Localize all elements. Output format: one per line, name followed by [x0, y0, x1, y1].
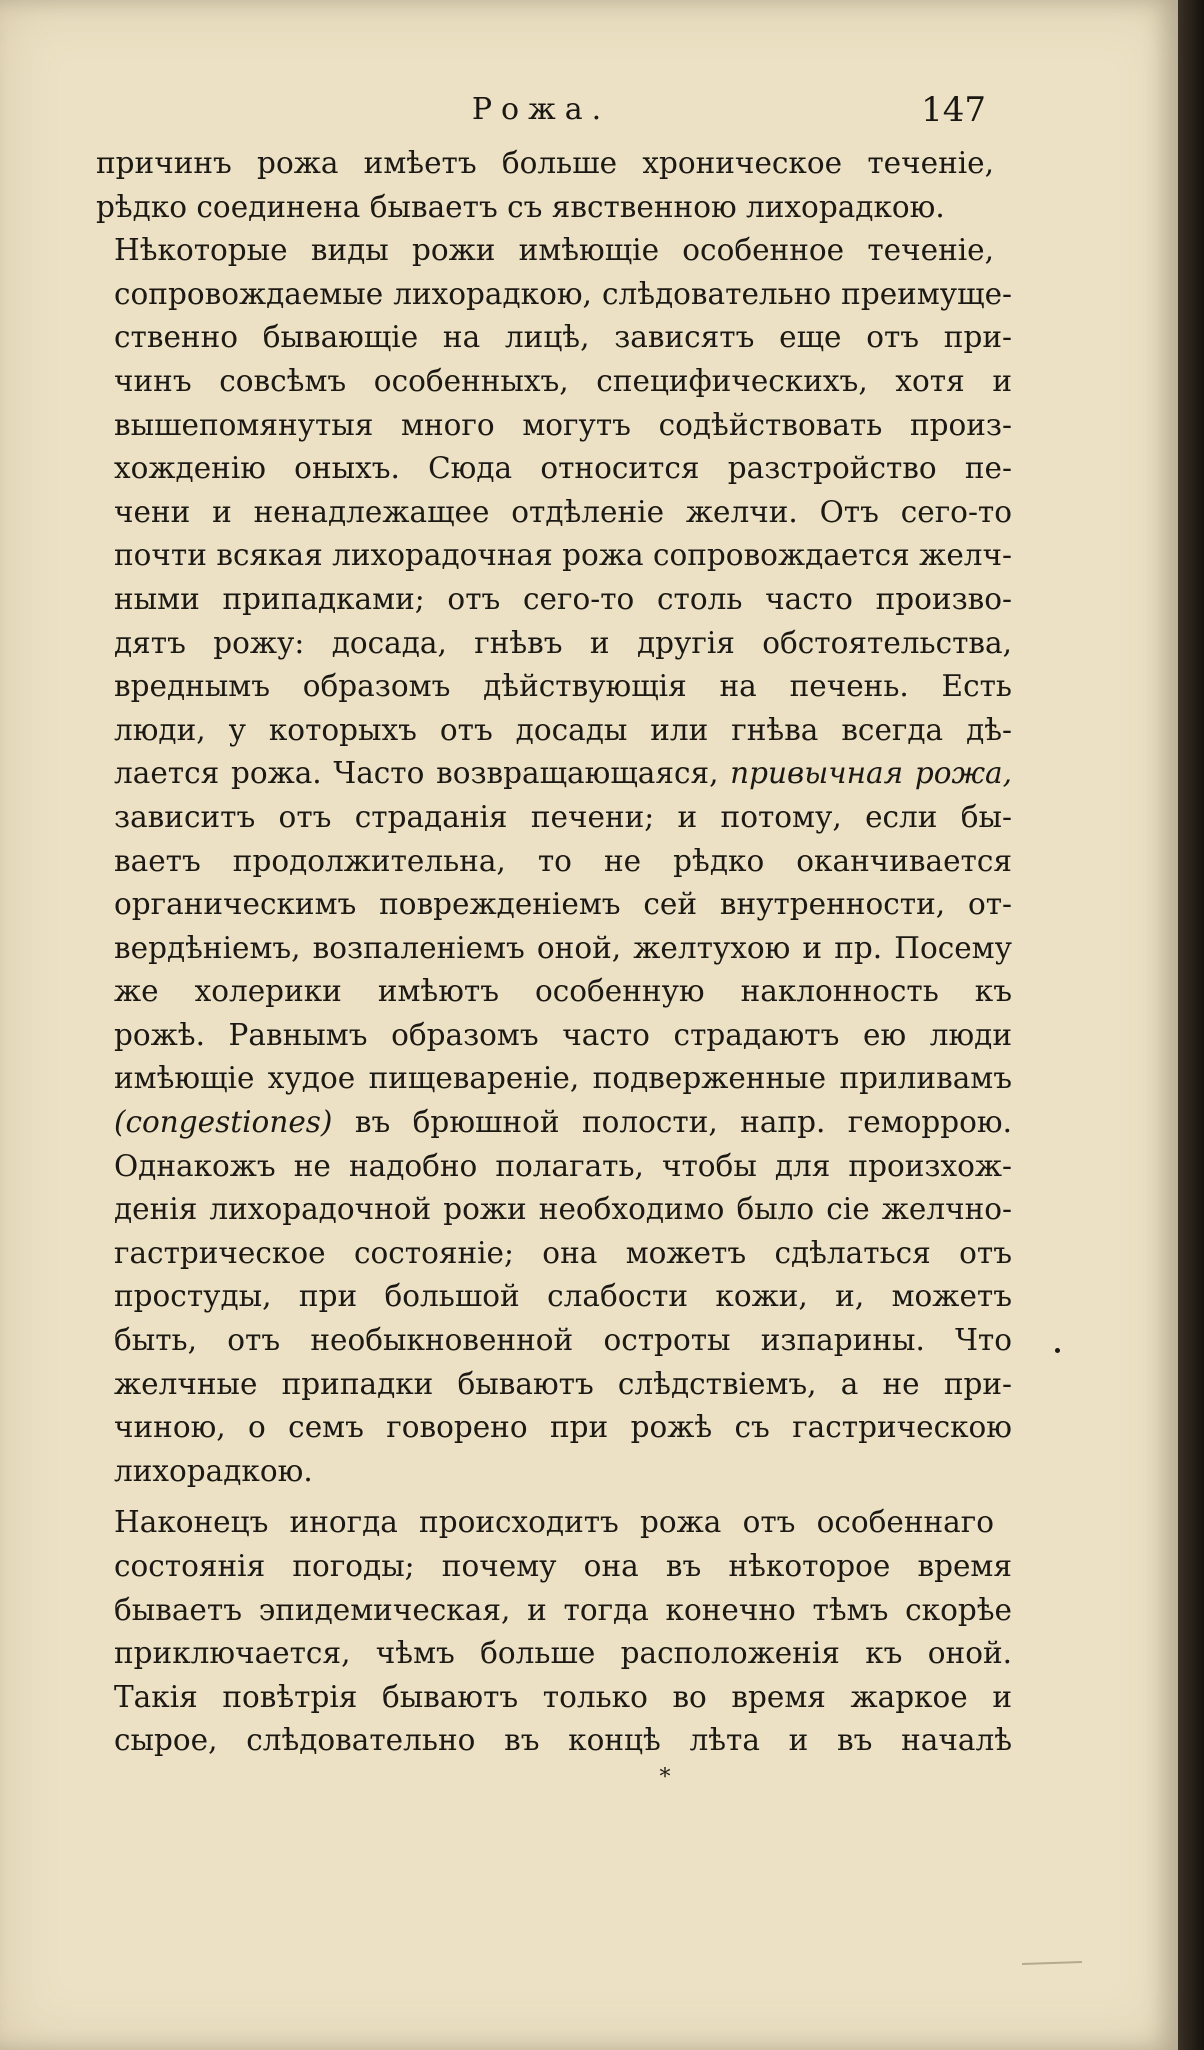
text-line: имѣющіе худое пищевареніе, подверженные приливамъ: [114, 1061, 1012, 1096]
text-line: рожѣ. Равнымъ образомъ часто страдаютъ ею люди: [114, 1017, 1012, 1052]
text-line: вердѣніемъ, возпаленіемъ оной, желтухою и пр. Посему: [114, 930, 1012, 965]
text-line: органическимъ поврежденіемъ сей внутренности, от-: [114, 887, 1012, 922]
text-line: [96, 752, 1012, 796]
paragraph-3: [96, 1501, 1012, 1763]
text-line: Нѣкоторые виды рожи имѣющіе особенное теченіе,: [114, 233, 994, 268]
text-line: вышепомянутыя много могутъ содѣйствовать произ-: [114, 407, 1012, 442]
text-line: состоянія погоды; почему она въ нѣкоторое время: [114, 1549, 1012, 1583]
paragraph-1: [96, 142, 994, 229]
text-line: ными припадками; отъ сего-то столь часто произво-: [114, 581, 1012, 616]
text-line: чиною, о семъ говорено при рожѣ съ гастрическою: [114, 1410, 1012, 1445]
paragraph-2: [96, 229, 1012, 1493]
text-line: зависитъ отъ страданія печени; и потому, если бы-: [114, 799, 1012, 834]
text-line: Такія повѣтрія бываютъ только во время жаркое и: [114, 1679, 1012, 1714]
italic-phrase: привычная рожа,: [730, 756, 1012, 791]
text-line: денія лихорадочной рожи необходимо было сіе желчно-: [114, 1192, 1012, 1227]
text-line: Однакожъ не надобно полагать, чтобы для произхож-: [114, 1148, 1012, 1183]
text-line: же холерики имѣютъ особенную наклонность къ: [114, 974, 1012, 1009]
italic-phrase: (congestiones): [114, 1105, 333, 1140]
text-run: въ брюшной полости, напр. геморрою.: [332, 1105, 1012, 1140]
text-line: бываетъ эпидемическая, и тогда конечно тѣмъ скорѣе: [114, 1592, 1012, 1627]
signature-mark: *: [659, 1764, 671, 1790]
text-run: лается рожа. Часто возвращающаяся,: [114, 756, 731, 791]
text-line: ваетъ продолжительна, то не рѣдко оканчивается: [114, 843, 1012, 878]
running-header: [96, 92, 986, 132]
body-text: [96, 142, 1012, 1790]
text-line: причинъ рожа имѣетъ больше хроническое теченіе,: [96, 146, 994, 180]
running-title: Рожа.: [471, 92, 611, 127]
text-line: быть, отъ необыкновенной остроты изпарины. Что: [114, 1323, 1012, 1358]
paper-mark: [1022, 1961, 1082, 1965]
text-line: сырое, слѣдовательно въ концѣ лѣта и въ началѣ: [114, 1723, 1012, 1758]
text-line: простуды, при большой слабости кожи, и, можетъ: [114, 1279, 1012, 1314]
text-line: хожденію оныхъ. Сюда относится разстройство пе-: [114, 451, 1012, 486]
text-line: чени и ненадлежащее отдѣленіе желчи. Отъ сего-то: [114, 494, 1012, 529]
text-line: желчные припадки бываютъ слѣдствіемъ, а не при-: [114, 1366, 1012, 1401]
text-line: вреднымъ образомъ дѣйствующія на печень. Есть: [114, 669, 1012, 704]
text-line: лихорадкою.: [114, 1453, 313, 1488]
book-spine-shadow: [1178, 0, 1204, 2050]
text-line: сопровождаемые лихорадкою, слѣдовательно преимуще-: [114, 276, 1012, 311]
text-line: люди, у которыхъ отъ досады или гнѣва всегда дѣ-: [114, 712, 1012, 747]
text-line: дятъ рожу: досада, гнѣвъ и другія обстоятельства,: [114, 625, 1012, 660]
text-line: приключается, чѣмъ больше расположенія къ оной.: [114, 1636, 1012, 1671]
text-line: чинъ совсѣмъ особенныхъ, специфическихъ, хотя и: [114, 363, 1012, 398]
page-number: 147: [921, 90, 986, 130]
text-line: ственно бывающіе на лицѣ, зависятъ еще отъ при-: [114, 320, 1012, 355]
text-line: гастрическое состояніе; она можетъ сдѣлаться отъ: [114, 1235, 1012, 1270]
text-line: рѣдко соединена бываетъ съ явственною лихорадкою.: [96, 189, 945, 224]
text-line: Наконецъ иногда происходитъ рожа отъ особеннаго: [114, 1505, 994, 1540]
text-line: [96, 1101, 1012, 1145]
text-line: почти всякая лихорадочная рожа сопровождается желч-: [114, 538, 1012, 573]
ink-speck: [1055, 1348, 1060, 1353]
